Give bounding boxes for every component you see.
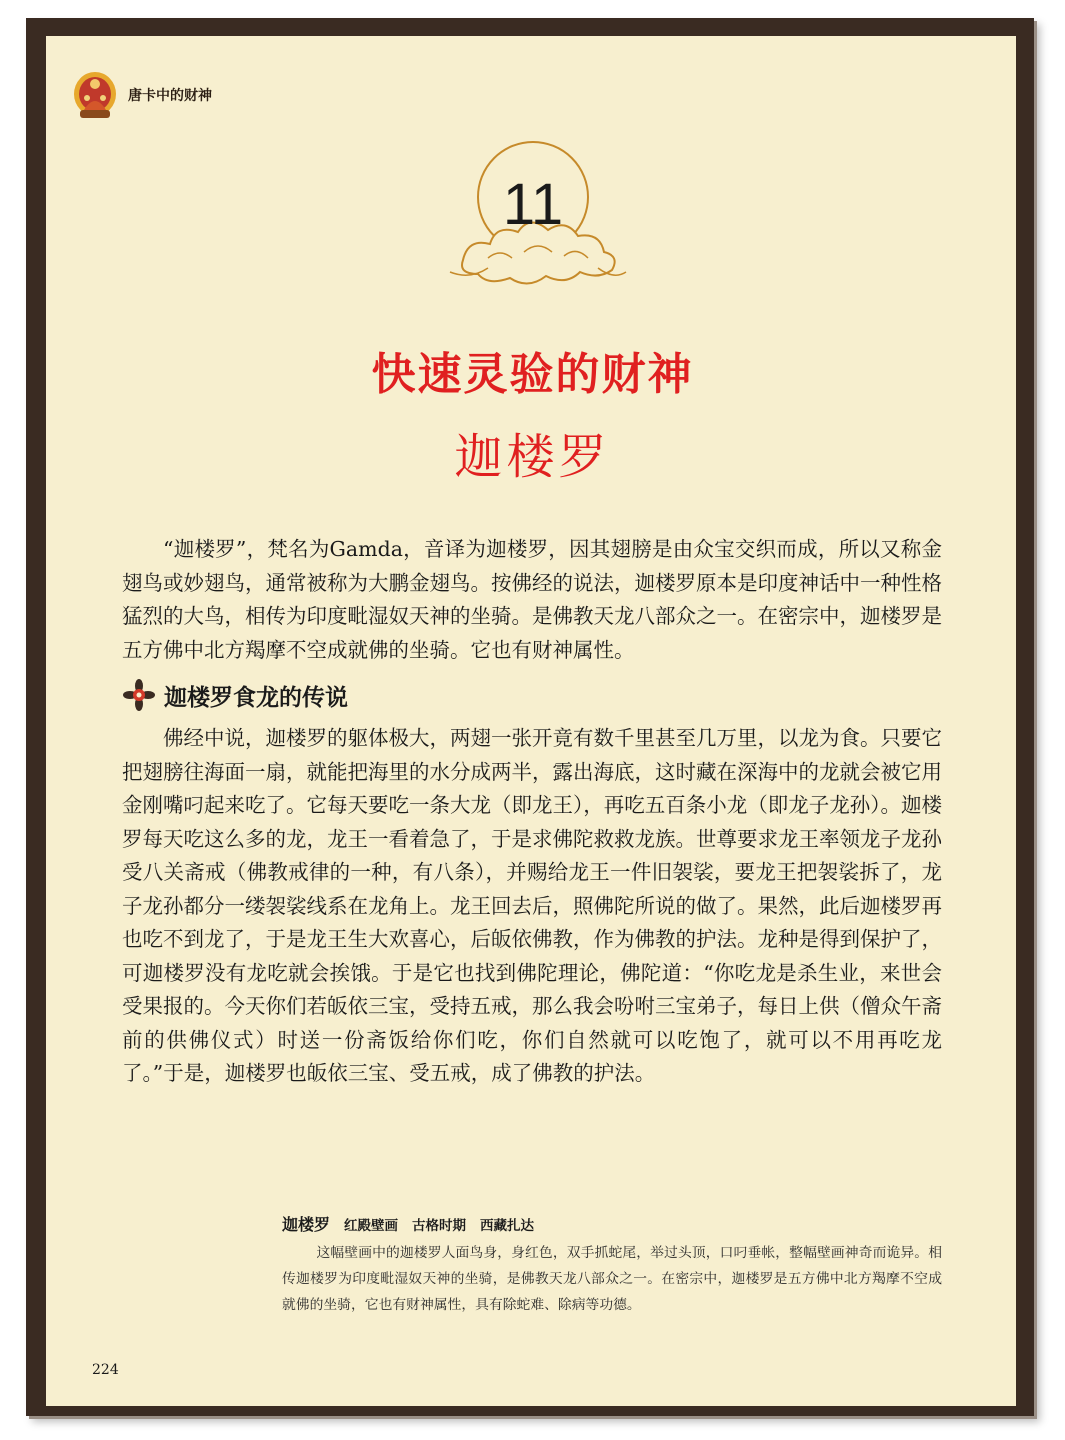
page-title: 快速灵验的财神 — [371, 349, 694, 400]
legend-paragraph: 佛经中说，迦楼罗的躯体极大，两翅一张开竟有数千里甚至几万里，以龙为食。只要它把翅膀往海面一扇，就能把海里的水分成两半，露出海底，这时藏在深海中的龙就会被它用金刚嘴叼起来吃了。它每天要吃一条大龙（即龙王），再吃五百条小龙（即龙子龙孙）。迦楼罗每天吃这么多的龙，龙王一看着急了，于是求佛陀救救龙族。世尊要求龙王率领龙子龙孙受八关斋戒（佛教戒律的一种，有八条），并赐给龙王一件旧袈裟，要龙王把袈裟拆了，龙子龙孙都分一缕袈裟线系在龙角上。龙王回去后，照佛陀所说的做了。果然，此后迦楼罗再也吃不到龙了，于是龙王生大欢喜心，后皈依佛教，作为佛教的护法。龙种是得到保护了，可迦楼罗没有龙吃就会挨饿。于是它也找到佛陀理论，佛陀道：“你吃龙是杀生业，来世会受果报的。今天你们若皈依三宝，受持五戒，那么我会吩咐三宝弟子，每日上供（僧众午斋前的供佛仪式）时送一份斋饭给你们吃，你们自然就可以吃饱了，就可以不用再吃龙了。”于是，迦楼罗也皈依三宝、受五戒，成了佛教的护法。 — [122, 726, 942, 1085]
section-heading — [122, 678, 348, 712]
chapter-number: 11 — [502, 172, 564, 237]
caption-title: 迦楼罗 — [282, 1215, 331, 1234]
intro-paragraph: “迦楼罗”，梵名为Gamda，音译为迦楼罗，因其翅膀是由众宝交织而成，所以又称金翅鸟或妙翅鸟，通常被称为大鹏金翅鸟。按佛经的说法，迦楼罗原本是印度神话中一种性格猛烈的大鸟，相传为印度毗湿奴天神的坐骑。是佛教天龙八部众之一。在密宗中，迦楼罗是五方佛中北方羯摩不空成就佛的坐骑。它也有财神属性。 — [122, 537, 942, 662]
page-subtitle: 迦楼罗 — [454, 429, 611, 485]
caption-region: 西藏扎达 — [480, 1218, 535, 1234]
caption-period: 古格时期 — [412, 1218, 467, 1234]
page-number: 224 — [92, 1362, 119, 1378]
section-title: 迦楼罗食龙的传说 — [164, 684, 348, 711]
caption-heading — [282, 1212, 534, 1235]
deity-thumbnail-icon — [72, 70, 118, 120]
running-header — [72, 70, 212, 120]
chapter-badge — [448, 140, 628, 300]
caption-body: 这幅壁画中的迦楼罗人面鸟身，身红色，双手抓蛇尾，举过头顶，口叼垂帐，整幅壁画神奇而诡异。相传迦楼罗为印度毗湿奴天神的坐骑，是佛教天龙八部众之一。在密宗中，迦楼罗是五方佛中北方羯摩不空成就佛的坐骑，它也有财神属性，具有除蛇难、除病等功德。 — [282, 1245, 942, 1313]
running-title: 唐卡中的财神 — [128, 88, 212, 104]
lotus-flower-icon — [122, 678, 156, 712]
caption-location: 红殿壁画 — [344, 1218, 399, 1234]
